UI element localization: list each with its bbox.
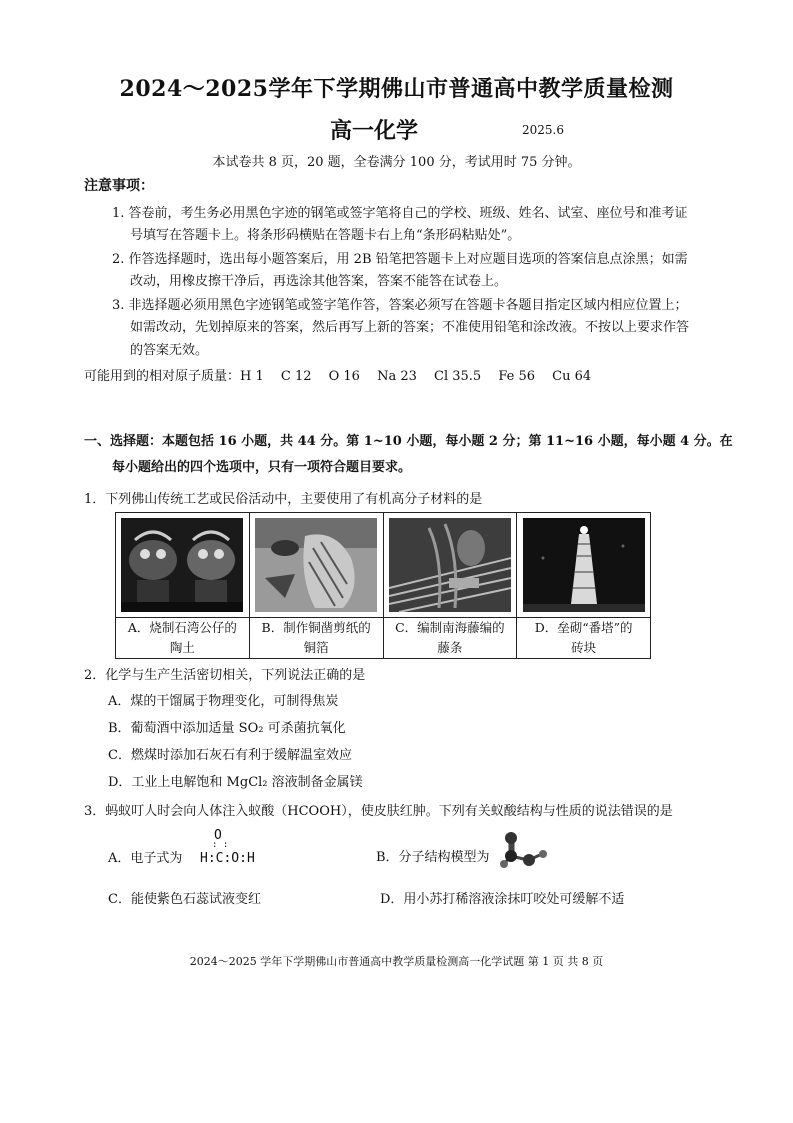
q1-option-d-line-1: D．垒砌“番塔”的 <box>534 620 633 635</box>
q1-option-c-line-1: C．编制南海藤编的 <box>395 620 505 635</box>
q3-option-c: C．能使紫色石蕊试液变红 <box>108 892 261 907</box>
subject-title: 高一化学 <box>330 118 419 144</box>
q1-option-b <box>249 618 383 659</box>
note-2-line-1: 2. 作答选择题时，选出每小题答案后，用 2B 铅笔把答题卡上对应题目选项的答案信息点涂黑；如需 <box>112 252 688 267</box>
q2-option-d: D．工业上电解饱和 MgCl₂ 溶液制备金属镁 <box>108 775 363 790</box>
rattan-weaving-photo-icon <box>389 518 511 612</box>
q1-option-d-line-2: 砖块 <box>571 640 597 655</box>
atomic-masses: 可能用到的相对原子质量：H 1 C 12 O 16 Na 23 Cl 35.5 Fe 56 Cu 64 <box>84 369 592 384</box>
q1-option-a-line-1: A．烧制石湾公仔的 <box>127 620 237 635</box>
q3-electron-formula: H:C:O:H <box>200 851 255 866</box>
note-2-line-2: 改动，用橡皮擦干净后，再选涂其他答案，答案不能答在试卷上。 <box>130 274 508 289</box>
q2-option-b: B．葡萄酒中添加适量 SO₂ 可杀菌抗氧化 <box>108 721 346 736</box>
q3-option-b-label: B．分子结构模型为 <box>376 850 490 865</box>
q2-option-c: C．燃煤时添加石灰石有利于缓解温室效应 <box>108 748 352 763</box>
q3-stem: 3．蚂蚁叮人时会向人体注入蚁酸（HCOOH），使皮肤红肿。下列有关蚁酸结构与性质的说法错误的是 <box>84 804 673 819</box>
q1-option-b-line-2: 铜箔 <box>303 640 329 655</box>
q3-option-a-label: A．电子式为 <box>108 851 183 866</box>
exam-date: 2025.6 <box>522 123 564 137</box>
q1-stem: 1．下列佛山传统工艺或民俗活动中，主要使用了有机高分子材料的是 <box>84 492 483 507</box>
q2-option-a: A．煤的干馏属于物理变化，可制得焦炭 <box>108 694 339 709</box>
q1-option-b-line-1: B．制作铜凿剪纸的 <box>261 620 371 635</box>
q1-photo-d-cell <box>517 513 651 618</box>
section-1-line-2: 每小题给出的四个选项中，只有一项符合题目要求。 <box>112 460 412 475</box>
section-1-line-1: 一、选择题：本题包括 16 小题，共 44 分。第 1~10 小题，每小题 2 分；第 11~16 小题，每小题 4 分。在 <box>84 434 733 449</box>
q3-bond-dots: : : <box>212 840 229 850</box>
q2-stem: 2．化学与生产生活密切相关，下列说法正确的是 <box>84 668 366 683</box>
q3-formula-oxygen: O <box>214 828 222 843</box>
note-3-line-3: 的答案无效。 <box>130 343 209 358</box>
q1-option-a-line-2: 陶土 <box>169 640 195 655</box>
exam-info: 本试卷共 8 页，20 题，全卷满分 100 分，考试用时 75 分钟。 <box>212 155 581 170</box>
exam-title: 2024～2025学年下学期佛山市普通高中教学质量检测 <box>119 76 674 102</box>
notes-heading: 注意事项： <box>84 178 154 194</box>
brick-tower-photo-icon <box>523 518 645 612</box>
note-3-line-2: 如需改动，先划掉原来的答案，然后再写上新的答案；不准使用铅笔和涂改液。不按以上要求作答 <box>130 320 690 335</box>
page-footer: 2024～2025 学年下学期佛山市普通高中教学质量检测高一化学试题 第 1 页 共 8 页 <box>189 955 604 968</box>
q1-photo-c-cell <box>383 513 517 618</box>
q1-option-c-line-2: 藤条 <box>437 640 463 655</box>
note-1-line-1: 1. 答卷前，考生务必用黑色字迹的钢笔或签字笔将自己的学校、班级、姓名、试室、座位号和准考证 <box>112 206 688 221</box>
q3-option-d: D．用小苏打稀溶液涂抹叮咬处可缓解不适 <box>380 892 625 907</box>
q1-option-c <box>383 618 517 659</box>
note-3-line-1: 3. 非选择题必须用黑色字迹钢笔或签字笔作答，答案必须写在答题卡各题目指定区域内相应位置上； <box>112 298 688 313</box>
lion-dance-photo-icon <box>121 518 243 612</box>
molecule-model-icon <box>496 830 556 870</box>
q1-option-a <box>116 618 250 659</box>
note-1-line-2: 号填写在答题卡上。将条形码横贴在答题卡右上角“条形码粘贴处”。 <box>130 228 521 243</box>
copper-papercut-photo-icon <box>255 518 377 612</box>
q1-photo-a-cell <box>116 513 250 618</box>
q1-options-table <box>115 512 651 659</box>
q1-option-d <box>517 618 651 659</box>
q1-photo-b-cell <box>249 513 383 618</box>
